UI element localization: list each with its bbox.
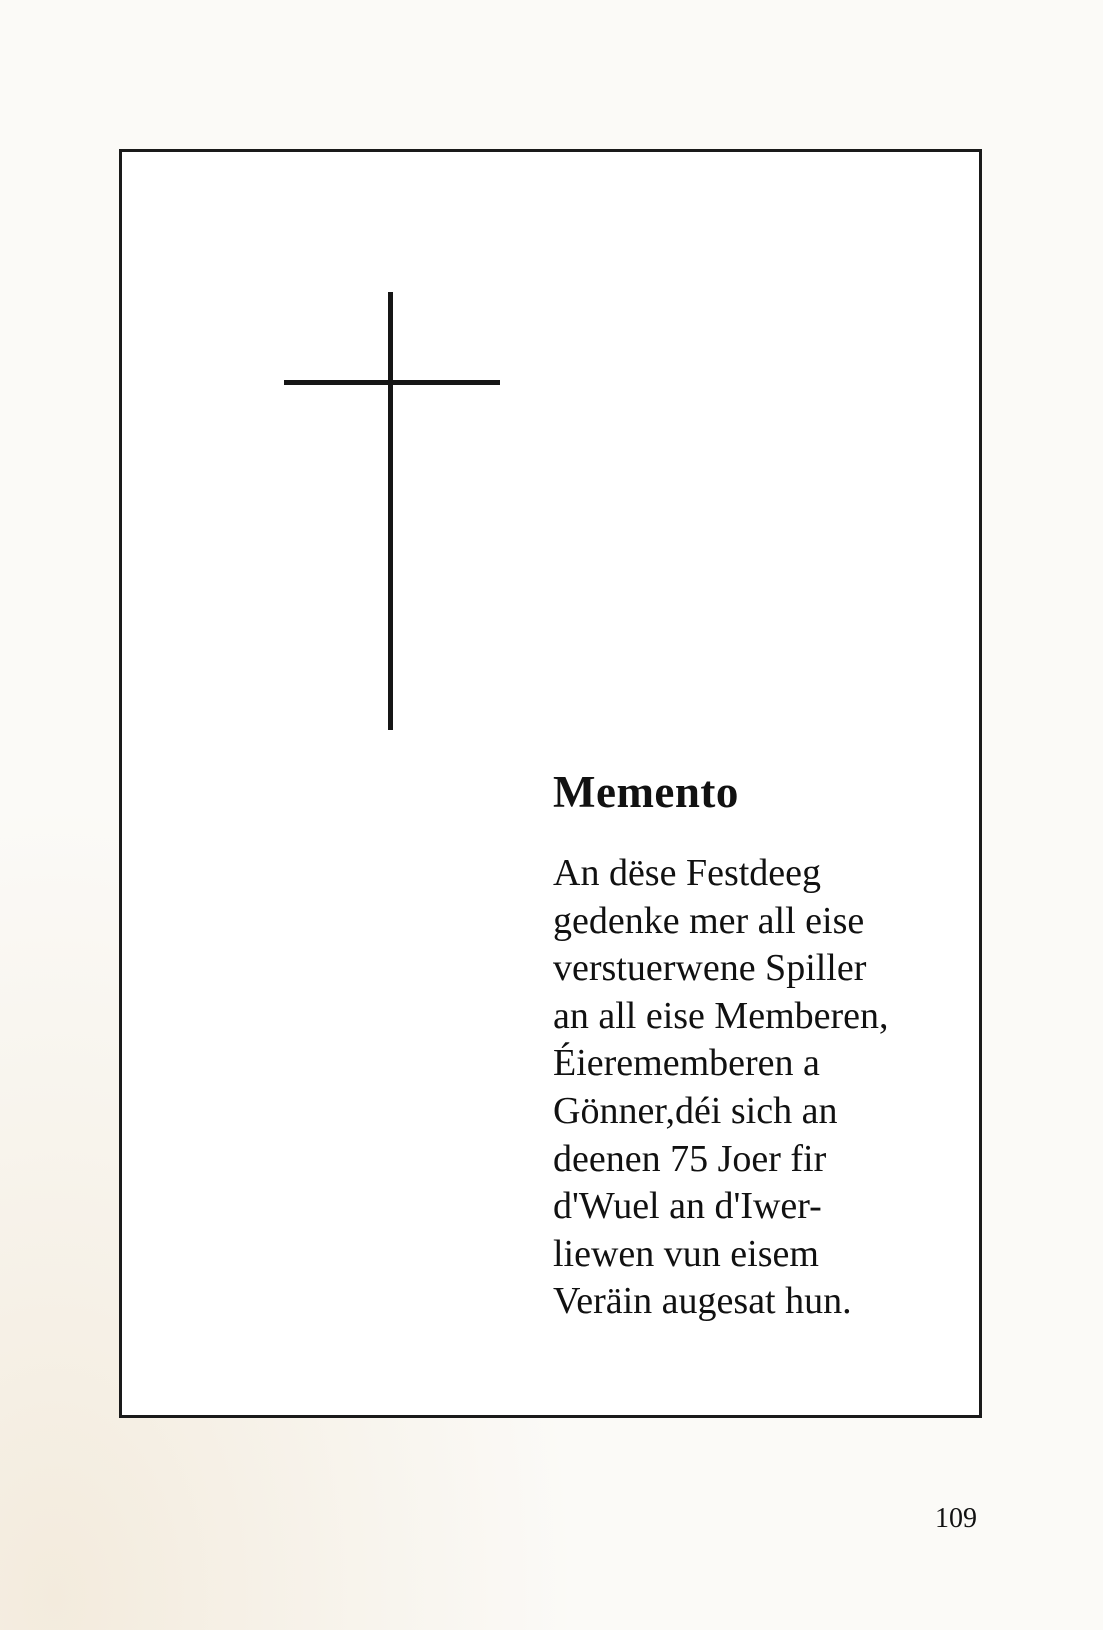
memento-line: Gönner,déi sich an (553, 1089, 838, 1132)
memento-line: Veräin augesat hun. (553, 1280, 852, 1323)
memento-line: An dëse Festdeeg (553, 852, 822, 894)
memento-text-block (553, 762, 963, 1326)
memento-line: Éierememberen a (553, 1042, 820, 1085)
memento-body (553, 850, 963, 1326)
cross-horizontal-bar (284, 380, 500, 385)
memento-line: d'Wuel an d'Iwer- (553, 1185, 822, 1228)
memento-line: an all eise Memberen, (553, 994, 889, 1037)
memento-line: verstuerwene Spiller (553, 947, 867, 990)
cross-icon (284, 292, 500, 730)
cross-vertical-bar (388, 292, 393, 730)
memento-line: gedenke mer all eise (553, 899, 865, 942)
memento-title: Memento (553, 767, 739, 817)
memento-line: deenen 75 Joer fir (553, 1137, 827, 1180)
memento-line: liewen vun eisem (553, 1232, 819, 1275)
page-number: 109 (935, 1503, 977, 1534)
